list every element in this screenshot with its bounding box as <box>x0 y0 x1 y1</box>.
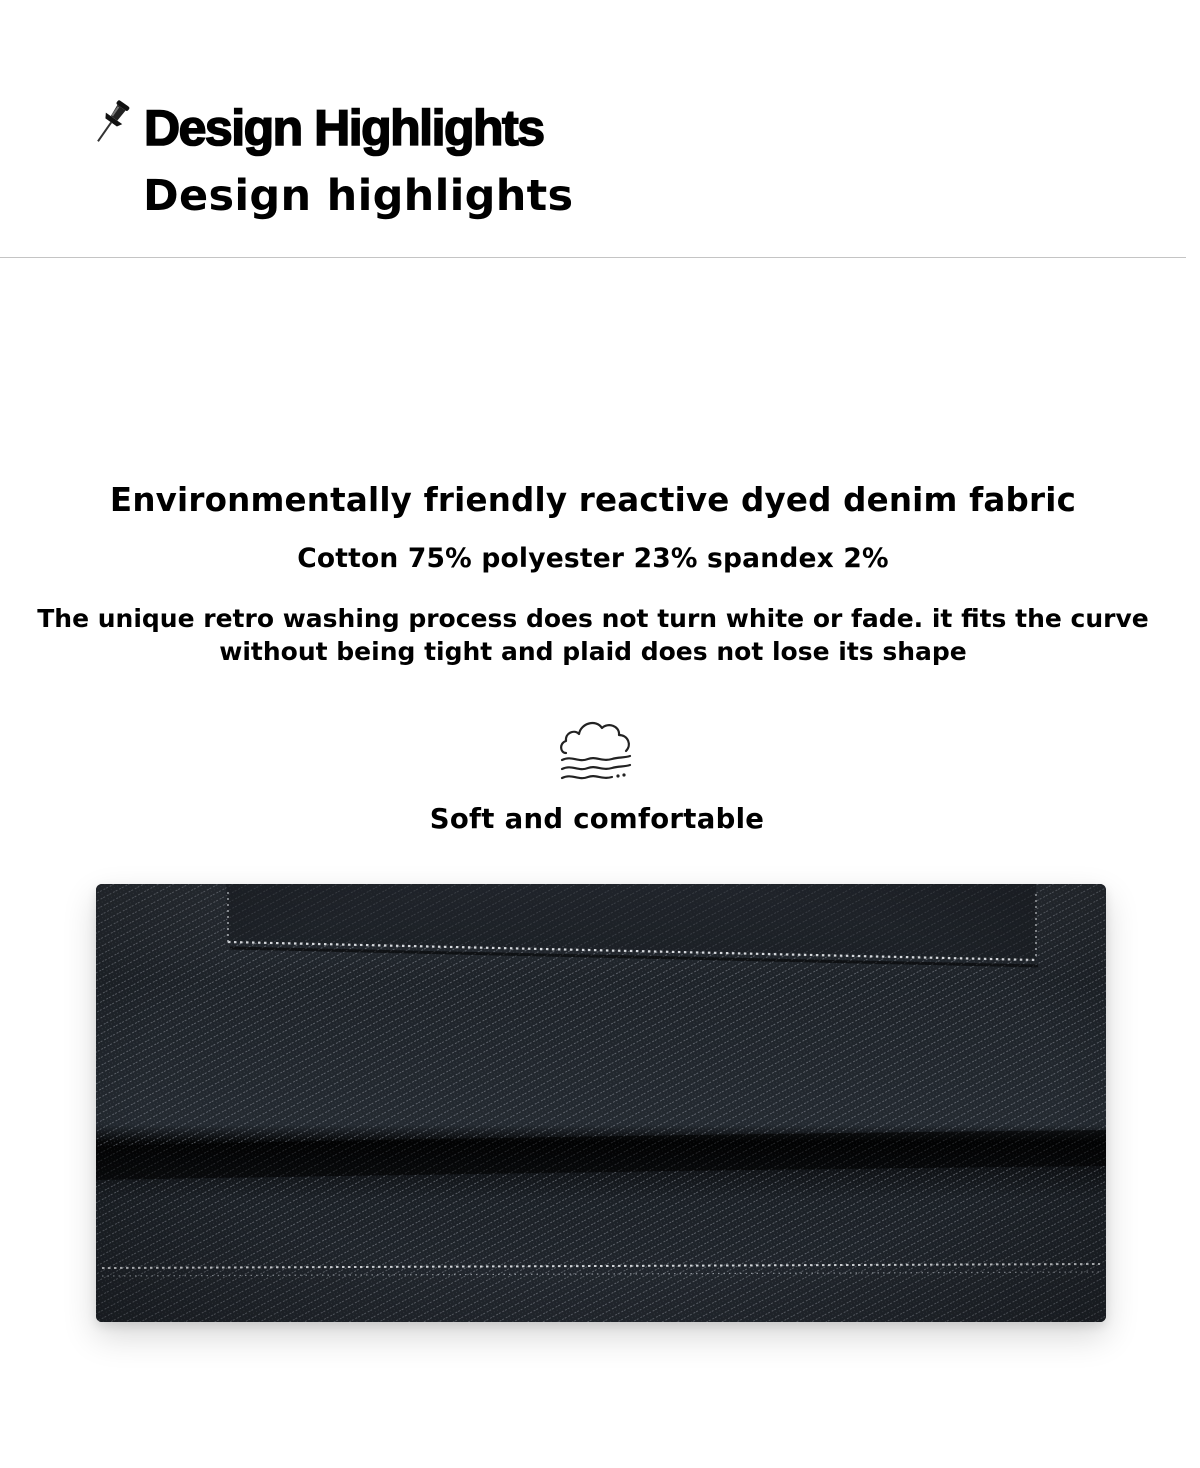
header-divider <box>0 257 1186 258</box>
denim-texture <box>96 884 1106 1322</box>
section-subtitle: Design highlights <box>143 171 574 221</box>
fabric-description: The unique retro washing process does not turn white or fade. it fits the curve without being tight and plaid does not lose its shape <box>37 604 1149 666</box>
denim-fabric-photo <box>96 884 1106 1322</box>
section-title: Design Highlights <box>144 100 544 156</box>
fabric-composition: Cotton 75% polyester 23% spandex 2% <box>297 543 889 574</box>
feature-label: Soft and comfortable <box>429 803 765 835</box>
fabric-title: Environmentally friendly reactive dyed denim fabric <box>109 481 1077 519</box>
pushpin-icon <box>90 96 134 150</box>
highlights-header <box>0 0 1200 260</box>
cloud-wind-icon <box>556 713 636 787</box>
